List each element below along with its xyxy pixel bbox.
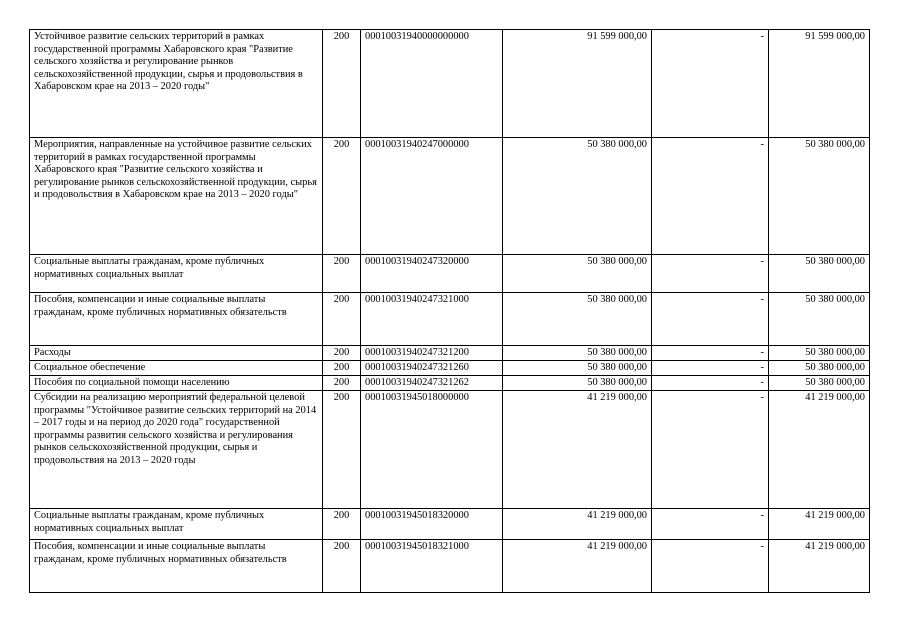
- row-kbk-cell: 00010031940247321200: [361, 346, 503, 361]
- table-row: [30, 346, 870, 361]
- table-row: [30, 391, 870, 509]
- row-remainder-cell: 50 380 000,00: [769, 361, 870, 376]
- row-name-cell: Социальные выплаты гражданам, кроме публичных нормативных социальных выплат: [30, 255, 323, 293]
- row-name-cell: Пособия по социальной помощи населению: [30, 376, 323, 391]
- row-code-cell: 200: [323, 540, 361, 593]
- row-remainder-cell: 91 599 000,00: [769, 30, 870, 138]
- row-executed-cell: -: [652, 293, 769, 346]
- row-name-cell: Мероприятия, направленные на устойчивое развитие сельских территорий в рамках государственной программы Хабаровского края "Развитие сельского хозяйства и регулирование рынков сельскохозяйственной продукции, сырья и продовольствия в Хабаровском крае на 2013 – 2020 годы": [30, 138, 323, 255]
- row-code-cell: 200: [323, 361, 361, 376]
- row-kbk-cell: 00010031945018320000: [361, 509, 503, 540]
- row-kbk-cell: 00010031940247321260: [361, 361, 503, 376]
- row-code-cell: 200: [323, 509, 361, 540]
- row-remainder-cell: 41 219 000,00: [769, 540, 870, 593]
- row-code-cell: 200: [323, 293, 361, 346]
- row-plan-cell: 50 380 000,00: [503, 361, 652, 376]
- row-executed-cell: -: [652, 376, 769, 391]
- table-row: [30, 509, 870, 540]
- table-row: [30, 255, 870, 293]
- row-code-cell: 200: [323, 30, 361, 138]
- row-name-cell: Социальное обеспечение: [30, 361, 323, 376]
- row-kbk-cell: 00010031940247320000: [361, 255, 503, 293]
- row-plan-cell: 41 219 000,00: [503, 540, 652, 593]
- row-code-cell: 200: [323, 138, 361, 255]
- row-kbk-cell: 00010031945018000000: [361, 391, 503, 509]
- row-remainder-cell: 50 380 000,00: [769, 138, 870, 255]
- table-row: [30, 138, 870, 255]
- row-plan-cell: 41 219 000,00: [503, 509, 652, 540]
- row-plan-cell: 50 380 000,00: [503, 255, 652, 293]
- row-name-cell: Социальные выплаты гражданам, кроме публичных нормативных социальных выплат: [30, 509, 323, 540]
- row-name-cell: Пособия, компенсации и иные социальные выплаты гражданам, кроме публичных нормативных обязательств: [30, 540, 323, 593]
- row-name-cell: Субсидии на реализацию мероприятий федеральной целевой программы "Устойчивое развитие сельских территорий на 2014 – 2017 годы и на период до 2020 года" государственной программы развития сельского хозяйства и регулирования рынков сельскохозяйственной продукции, сырья и продовольствия на 2013 – 2020 годы: [30, 391, 323, 509]
- row-remainder-cell: 50 380 000,00: [769, 255, 870, 293]
- table-row: [30, 376, 870, 391]
- row-executed-cell: -: [652, 255, 769, 293]
- row-name-cell: Расходы: [30, 346, 323, 361]
- row-remainder-cell: 50 380 000,00: [769, 376, 870, 391]
- row-plan-cell: 41 219 000,00: [503, 391, 652, 509]
- row-plan-cell: 50 380 000,00: [503, 346, 652, 361]
- row-code-cell: 200: [323, 391, 361, 509]
- row-plan-cell: 50 380 000,00: [503, 138, 652, 255]
- table-row: [30, 30, 870, 138]
- row-plan-cell: 50 380 000,00: [503, 293, 652, 346]
- table-row: [30, 361, 870, 376]
- row-code-cell: 200: [323, 376, 361, 391]
- row-remainder-cell: 41 219 000,00: [769, 391, 870, 509]
- table-row: [30, 540, 870, 593]
- row-remainder-cell: 50 380 000,00: [769, 293, 870, 346]
- row-kbk-cell: 00010031940247321262: [361, 376, 503, 391]
- row-executed-cell: -: [652, 346, 769, 361]
- row-remainder-cell: 41 219 000,00: [769, 509, 870, 540]
- row-remainder-cell: 50 380 000,00: [769, 346, 870, 361]
- table-row: [30, 293, 870, 346]
- row-code-cell: 200: [323, 346, 361, 361]
- row-executed-cell: -: [652, 509, 769, 540]
- row-executed-cell: -: [652, 540, 769, 593]
- row-plan-cell: 91 599 000,00: [503, 30, 652, 138]
- row-code-cell: 200: [323, 255, 361, 293]
- row-plan-cell: 50 380 000,00: [503, 376, 652, 391]
- row-kbk-cell: 00010031940247000000: [361, 138, 503, 255]
- row-executed-cell: -: [652, 391, 769, 509]
- row-kbk-cell: 00010031945018321000: [361, 540, 503, 593]
- row-executed-cell: -: [652, 138, 769, 255]
- row-kbk-cell: 00010031940247321000: [361, 293, 503, 346]
- row-name-cell: Пособия, компенсации и иные социальные выплаты гражданам, кроме публичных нормативных обязательств: [30, 293, 323, 346]
- row-executed-cell: -: [652, 30, 769, 138]
- budget-execution-table: [29, 29, 870, 593]
- row-kbk-cell: 00010031940000000000: [361, 30, 503, 138]
- row-name-cell: Устойчивое развитие сельских территорий в рамках государственной программы Хабаровского края "Развитие сельского хозяйства и регулирование рынков сельскохозяйственной продукции, сырья и продовольствия в Хабаровском крае на 2013 – 2020 годы": [30, 30, 323, 138]
- row-executed-cell: -: [652, 361, 769, 376]
